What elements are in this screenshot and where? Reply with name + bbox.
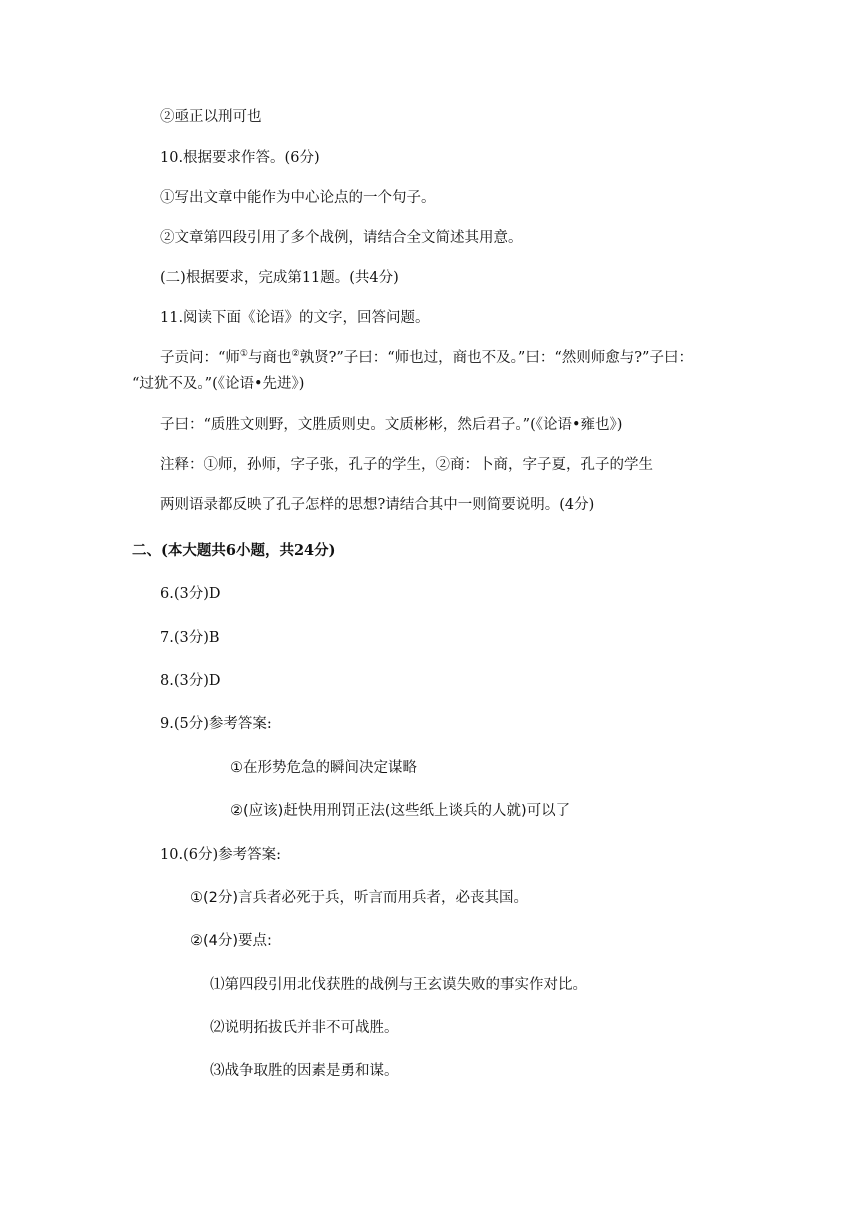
answer-10-point-2: ⑵说明拓拔氏并非不可战胜。 [210,1020,399,1036]
answer-10-item-2: ②(4分)要点: [190,933,272,949]
q10-item-1: ①写出文章中能作为中心论点的一个句子。 [160,190,436,206]
answer-9-title: 9.(5分)参考答案: [160,716,272,732]
q10-title: 10.根据要求作答。(6分) [160,150,320,166]
answer-9-item-2: ②(应该)赶快用刑罚正法(这些纸上谈兵的人就)可以了 [230,803,571,819]
footnote-marker-1: ① [239,349,248,359]
q11-question: 两则语录都反映了孔子怎样的思想?请结合其中一则简要说明。(4分) [160,497,595,513]
q11-passage-2: 子曰：“质胜文则野，文胜质则史。文质彬彬，然后君子。”(《论语•雍也》) [160,417,623,433]
q10-item-2: ②文章第四段引用了多个战例，请结合全文简述其用意。 [160,230,523,246]
passage-text: 与商也 [248,350,292,366]
passage-text: 子贡问：“师 [160,350,240,366]
answer-6: 6.(3分)D [160,586,221,602]
answer-10-point-3: ⑶战争取胜的因素是勇和谋。 [210,1063,399,1079]
answer-8: 8.(3分)D [160,673,221,689]
answer-10-item-1: ①(2分)言兵者必死于兵，听言而用兵者，必丧其国。 [190,890,529,906]
section-2-title: (二)根据要求，完成第11题。(共4分) [160,270,399,286]
answers-header: 二、(本大题共6小题，共24分) [132,542,336,559]
q11-passage-1-line-1 [160,348,693,368]
answer-9-item-1: ①在形势危急的瞬间决定谋略 [230,760,417,776]
q11-title: 11.阅读下面《论语》的文字，回答问题。 [160,310,430,326]
q11-passage-1-line-2: “过犹不及。”(《论语•先进》) [132,376,305,392]
answer-10-title: 10.(6分)参考答案: [160,847,281,863]
q11-notes: 注释：①师，孙师，字子张，孔子的学生，②商：卜商，字子夏，孔子的学生 [160,457,653,473]
footnote-marker-2: ② [291,349,300,359]
answer-10-point-1: ⑴第四段引用北伐获胜的战例与王玄谟失败的事实作对比。 [210,977,587,993]
q9-option-2: ②亟正以刑可也 [160,109,262,125]
answer-7: 7.(3分)B [160,630,220,646]
passage-text: 孰贤?”子曰：“师也过，商也不及。”曰：“然则师愈与?”子曰： [299,350,693,366]
